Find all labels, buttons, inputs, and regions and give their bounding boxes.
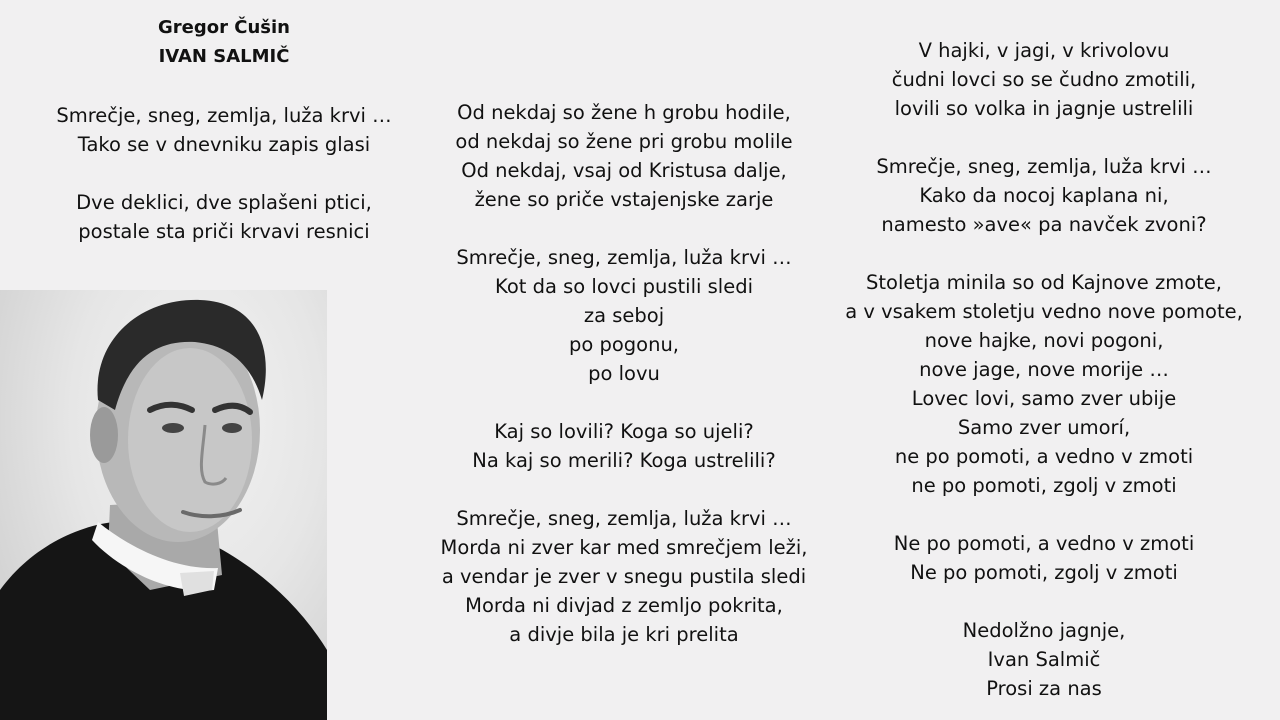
verse-line: postale sta priči krvavi resnici (78, 220, 370, 243)
verse-line: lovili so volka in jagnje ustrelili (894, 97, 1194, 120)
poem-column-2 (404, 98, 844, 649)
stanza (824, 36, 1264, 123)
author-name: Gregor Čušin (158, 17, 290, 38)
verse-line: Smrečje, sneg, zemlja, luža krvi … (456, 507, 792, 530)
poem-column-1 (24, 101, 424, 246)
verse-line: Smrečje, sneg, zemlja, luža krvi … (456, 246, 792, 269)
verse-line: Lovec lovi, samo zver ubije (911, 387, 1177, 410)
verse-line: čudni lovci so se čudno zmotili, (891, 68, 1197, 91)
stanza (824, 152, 1264, 239)
verse-line: Smrečje, sneg, zemlja, luža krvi … (876, 155, 1212, 178)
verse-line: Samo zver umorí, (957, 416, 1131, 439)
poem-title: IVAN SALMIČ (158, 46, 290, 67)
verse-line: Morda ni zver kar med smrečjem leži, (440, 536, 808, 559)
verse-line: Nedolžno jagnje, (962, 619, 1126, 642)
verse-line: ne po pomoti, zgolj v zmoti (911, 474, 1177, 497)
verse-line: Kaj so lovili? Koga so ujeli? (494, 420, 754, 443)
verse-line: Smrečje, sneg, zemlja, luža krvi … (56, 104, 392, 127)
verse-line: Tako se v dnevniku zapis glasi (77, 133, 371, 156)
verse-line: V hajki, v jagi, v krivolovu (918, 39, 1170, 62)
stanza (824, 268, 1264, 500)
stanza (404, 504, 844, 649)
verse-line: od nekdaj so žene pri grobu molile (455, 130, 793, 153)
verse-line: a vendar je zver v snegu pustila sledi (441, 565, 807, 588)
stanza (824, 616, 1264, 703)
stanza (404, 417, 844, 475)
verse-line: Prosi za nas (986, 677, 1102, 700)
verse-line: po lovu (588, 362, 660, 385)
verse-line: za seboj (583, 304, 665, 327)
verse-line: Od nekdaj, vsaj od Kristusa dalje, (461, 159, 787, 182)
verse-line: Na kaj so merili? Koga ustrelili? (472, 449, 776, 472)
priest-portrait-icon (0, 290, 327, 720)
stanza-gap (404, 475, 844, 504)
stanza (24, 101, 424, 159)
verse-line: Kot da so lovci pustili sledi (495, 275, 753, 298)
stanza (404, 243, 844, 388)
stanza-gap (24, 159, 424, 188)
verse-line: Ivan Salmič (987, 648, 1101, 671)
stanza-gap (404, 388, 844, 417)
stanza-gap (824, 239, 1264, 268)
poem-header (84, 13, 364, 71)
stanza (24, 188, 424, 246)
verse-line: namesto »ave« pa navček zvoni? (881, 213, 1207, 236)
verse-line: Dve deklici, dve splašeni ptici, (76, 191, 372, 214)
stanza-gap (824, 123, 1264, 152)
verse-line: a divje bila je kri prelita (509, 623, 739, 646)
verse-line: po pogonu, (568, 333, 680, 356)
verse-line: Morda ni divjad z zemljo pokrita, (465, 594, 783, 617)
portrait-photo (0, 290, 327, 720)
verse-line: Od nekdaj so žene h grobu hodile, (457, 101, 791, 124)
stanza-gap (824, 500, 1264, 529)
verse-line: Ne po pomoti, zgolj v zmoti (910, 561, 1178, 584)
verse-line: a v vsakem stoletju vedno nove pomote, (845, 300, 1243, 323)
verse-line: Stoletja minila so od Kajnove zmote, (866, 271, 1222, 294)
stanza (404, 98, 844, 214)
verse-line: nove jage, nove morije … (919, 358, 1169, 381)
poem-column-3 (824, 36, 1264, 703)
stanza-gap (824, 587, 1264, 616)
verse-line: ne po pomoti, a vedno v zmoti (894, 445, 1194, 468)
stanza-gap (404, 214, 844, 243)
verse-line: Ne po pomoti, a vedno v zmoti (893, 532, 1195, 555)
verse-line: žene so priče vstajenjske zarje (474, 188, 774, 211)
verse-line: nove hajke, novi pogoni, (924, 329, 1164, 352)
stanza (824, 529, 1264, 587)
verse-line: Kako da nocoj kaplana ni, (919, 184, 1169, 207)
